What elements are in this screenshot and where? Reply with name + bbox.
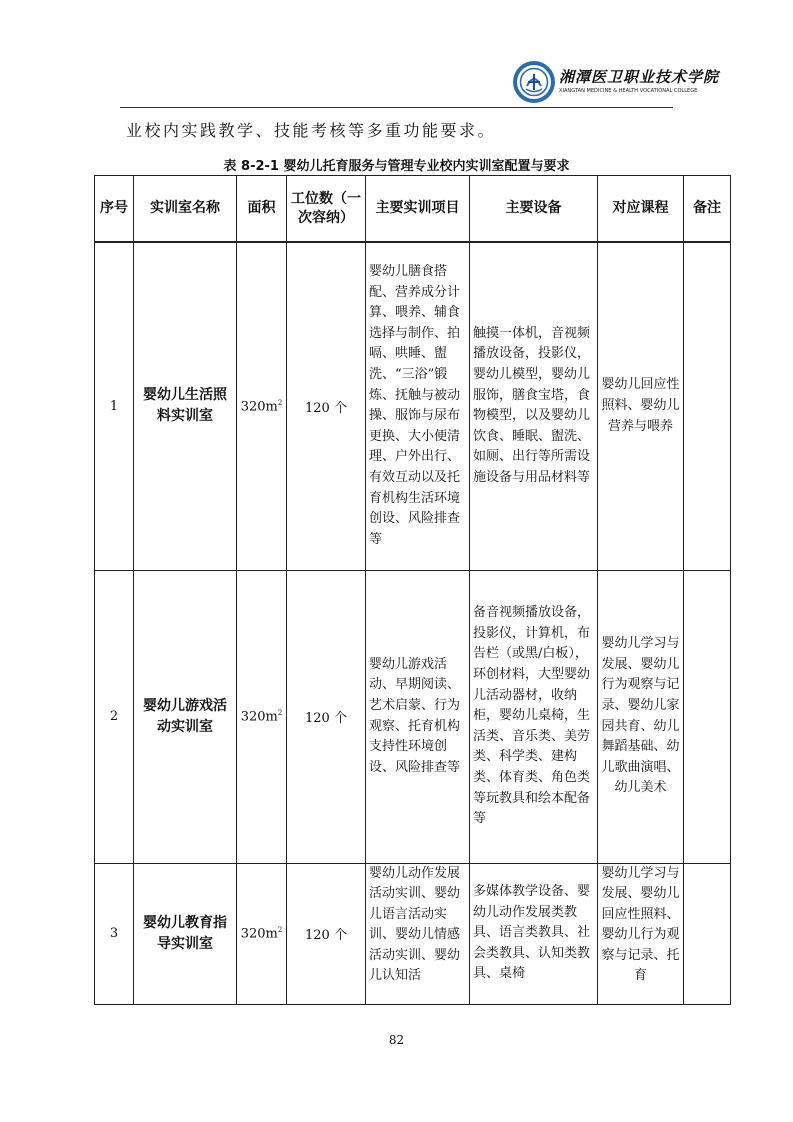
room-capacity: 120 个 <box>287 242 366 570</box>
row-index: 1 <box>95 242 134 570</box>
area-value: 320m <box>240 926 278 942</box>
header-divider <box>120 107 673 108</box>
main-equipment: 触摸一体机，音视频播放设备，投影仪，婴幼儿模型，婴幼儿服饰，膳食宝塔，食物模型，以及婴幼儿饮食、睡眠、盥洗、如厕、出行等所需设施设备与用品材料等 <box>470 242 598 570</box>
college-logo <box>512 60 720 106</box>
table-row <box>95 863 731 1004</box>
table-header-row <box>95 176 731 243</box>
training-room-table <box>94 175 731 1005</box>
room-area <box>237 242 287 570</box>
main-equipment: 多媒体教学设备、婴幼儿动作发展类教具、语言类教具、社会类教具、认知类教具、桌椅 <box>470 863 598 1004</box>
header-index: 序号 <box>95 176 134 243</box>
room-name: 婴幼儿教育指导实训室 <box>134 863 237 1004</box>
area-unit-exponent: 2 <box>277 398 283 407</box>
room-name: 婴幼儿游戏活动实训室 <box>134 570 237 863</box>
room-capacity: 120 个 <box>287 570 366 863</box>
training-projects: 婴幼儿动作发展活动实训、婴幼儿语言活动实训、婴幼儿情感活动实训、婴幼儿认知活 <box>366 863 470 1004</box>
table-row <box>95 242 731 570</box>
related-courses: 婴幼儿回应性照料、婴幼儿营养与喂养 <box>598 242 684 570</box>
lead-paragraph: 业校内实践教学、技能考核等多重功能要求。 <box>126 121 497 140</box>
header-projects: 主要实训项目 <box>366 176 470 243</box>
row-notes <box>684 242 731 570</box>
main-equipment: 备音视频播放设备，投影仪，计算机，布告栏（或黑/白板），环创材料，大型婴幼儿活动器材，收纳柜，婴幼儿桌椅，生活类、音乐类、美劳类、科学类、建构类、体育类、角色类等玩教具和绘本配备等 <box>470 570 598 863</box>
area-unit-exponent: 2 <box>277 925 283 934</box>
header-room-name: 实训室名称 <box>134 176 237 243</box>
row-index: 3 <box>95 863 134 1004</box>
area-value: 320m <box>240 709 278 725</box>
room-area <box>237 863 287 1004</box>
table-row <box>95 570 731 863</box>
logo-text-cn: 湘潭医卫职业技术学院 <box>559 68 720 86</box>
area-value: 320m <box>240 398 278 414</box>
training-projects: 婴幼儿膳食搭配、营养成分计算、喂养、辅食选择与制作、拍嗝、哄睡、盥洗、“三浴”锻炼、抚触与被动操、服饰与尿布更换、大小便清理、户外出行、有效互动以及托育机构生活环境创设、风险排查等 <box>366 242 470 570</box>
row-notes <box>684 863 731 1004</box>
header-notes: 备注 <box>684 176 731 243</box>
header-equipment: 主要设备 <box>470 176 598 243</box>
header-area: 面积 <box>237 176 287 243</box>
table-caption: 表 8-2-1 婴幼儿托育服务与管理专业校内实训室配置与要求 <box>223 159 570 174</box>
row-index: 2 <box>95 570 134 863</box>
area-unit-exponent: 2 <box>277 708 283 717</box>
college-seal-icon <box>512 60 556 104</box>
header-courses: 对应课程 <box>598 176 684 243</box>
related-courses: 婴幼儿学习与发展、婴幼儿行为观察与记录、婴幼儿家园共育、幼儿舞蹈基础、幼儿歌曲演唱、幼儿美术 <box>598 570 684 863</box>
related-courses: 婴幼儿学习与发展、婴幼儿回应性照料、婴幼儿行为观察与记录、托育 <box>598 863 684 1004</box>
room-name: 婴幼儿生活照料实训室 <box>134 242 237 570</box>
training-projects: 婴幼儿游戏活动、早期阅读、艺术启蒙、行为观察、托育机构支持性环境创设、风险排查等 <box>366 570 470 863</box>
logo-text-en: XIANGTAN MEDICINE & HEALTH VOCATIONAL COLLEGE <box>559 88 698 94</box>
room-capacity: 120 个 <box>287 863 366 1004</box>
header-capacity: 工位数（一次容纳） <box>287 176 366 243</box>
row-notes <box>684 570 731 863</box>
page-number: 82 <box>388 1033 405 1047</box>
room-area <box>237 570 287 863</box>
